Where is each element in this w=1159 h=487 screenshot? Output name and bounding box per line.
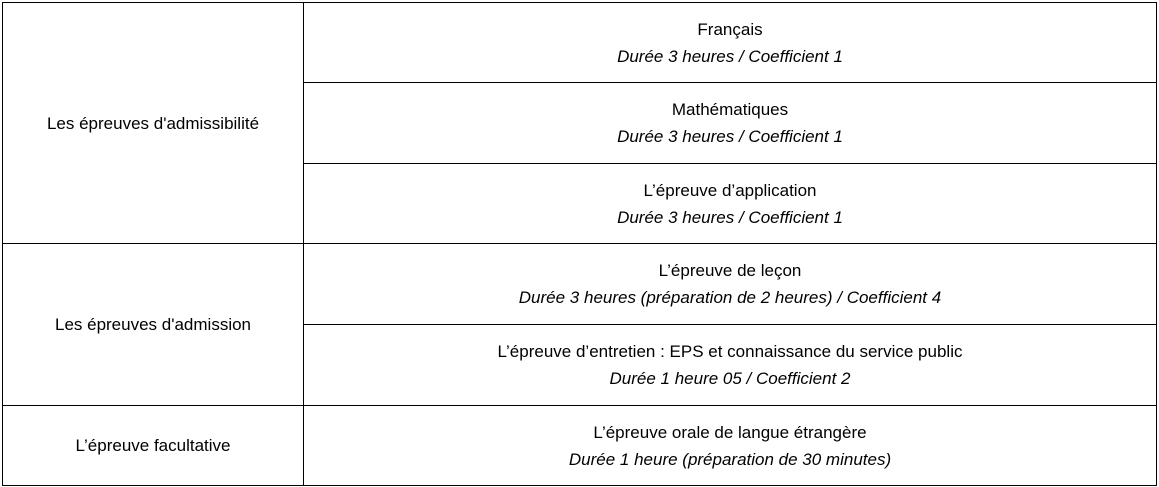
- exam-detail: Durée 3 heures / Coefficient 1: [617, 207, 843, 227]
- table-row: [3, 3, 1157, 83]
- exam-cell: [304, 164, 1157, 244]
- exam-cell: [304, 406, 1157, 486]
- exam-detail: Durée 1 heure (préparation de 30 minutes): [568, 449, 892, 469]
- table-row: [3, 244, 1157, 325]
- exam-title: Mathématiques: [671, 100, 789, 119]
- exam-cell: [304, 83, 1157, 164]
- exam-cell: [304, 3, 1157, 83]
- exam-detail: Durée 3 heures / Coefficient 1: [617, 127, 843, 146]
- group-label-admission: Les épreuves d'admission: [3, 244, 304, 406]
- group-label-facultative: L’épreuve facultative: [3, 406, 304, 486]
- exam-title: L’épreuve orale de langue étrangère: [593, 422, 867, 442]
- group-label-admissibilite: Les épreuves d'admissibilité: [3, 3, 304, 244]
- exam-detail: Durée 1 heure 05 / Coefficient 2: [609, 369, 851, 388]
- table-row: [3, 406, 1157, 486]
- exam-cell: [304, 325, 1157, 406]
- exam-cell: [304, 244, 1157, 325]
- exam-title: Français: [697, 19, 763, 39]
- exam-title: L’épreuve d’application: [643, 180, 817, 200]
- exam-title: L’épreuve d’entretien : EPS et connaissance du service public: [497, 342, 963, 361]
- exam-table: [2, 2, 1157, 486]
- exam-detail: Durée 3 heures (préparation de 2 heures) / Coefficient 4: [518, 288, 942, 307]
- exam-title: L’épreuve de leçon: [658, 261, 802, 280]
- exam-detail: Durée 3 heures / Coefficient 1: [617, 46, 843, 66]
